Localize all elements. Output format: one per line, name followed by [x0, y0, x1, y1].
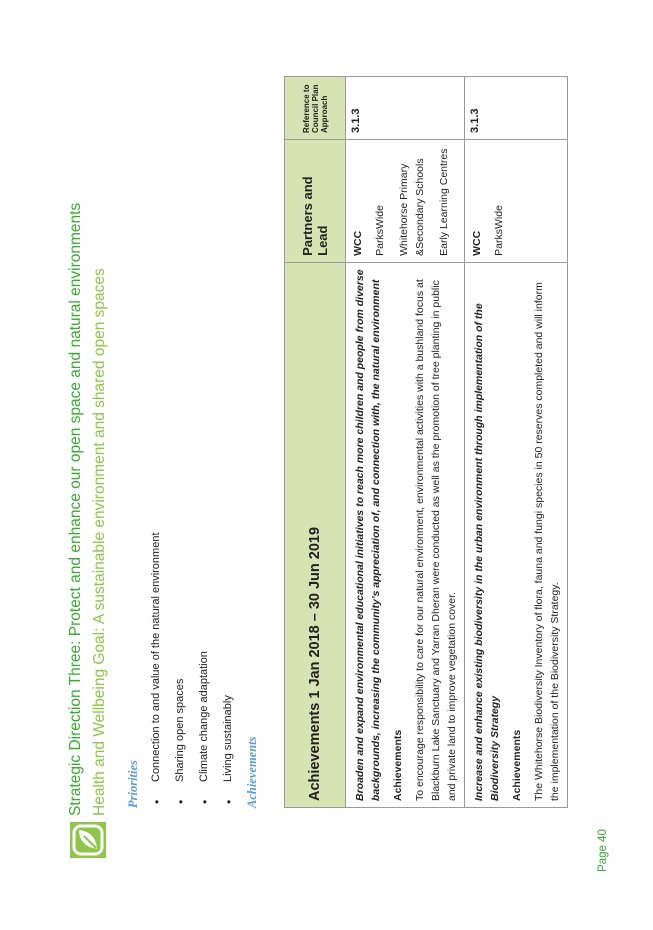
priority-item: • Sharing open spaces — [174, 679, 186, 782]
leaf-icon — [70, 822, 106, 858]
achievements-column-header: Achievements 1 Jan 2018 – 30 Jun 2019 — [285, 262, 346, 807]
reference-column-header: Reference to Council Plan Approach — [285, 77, 346, 140]
partner-item: Whitehorse Primary &Secondary Schools — [398, 158, 426, 256]
page-number: Page 40 — [597, 829, 609, 872]
initiative-text: Increase and enhance existing biodiversity in the urban environment through implementation of the Biodiversity Strategy — [473, 303, 501, 801]
table-header-row — [285, 77, 346, 808]
achievements-label: Achievements — [392, 729, 404, 801]
priority-item: • Living sustainably — [222, 695, 234, 782]
achievement-description: The Whitehorse Biodiversity Inventory of flora, fauna and fungi species in 50 reserves completed and will inform the implementation of the Biodiversity Strategy. — [533, 282, 561, 801]
page-title: Strategic Direction Three: Protect and enhance our open space and natural environments — [67, 202, 84, 816]
achievement-description: To encourage responsibility to care for our natural environment, environmental activities with a bushland focus at Blackburn Lake Sanctuary and Yarran Dheran were conducted as well as the promotion of tree planting in public and private land to improve vegetation cover. — [414, 279, 458, 801]
initiative-text: Broaden and expand environmental educational initiatives to reach more children and people from diverse backgrounds, increasing the community’s appreciation of, and connection with, the natural environment — [354, 269, 382, 801]
achievements-table — [284, 76, 568, 808]
partner-item: ParksWide — [374, 205, 386, 256]
partner-item: ParksWide — [493, 205, 505, 256]
lead-partner: WCC — [471, 230, 483, 256]
priority-item: • Connection to and value of the natural environment — [150, 533, 162, 783]
table-row — [346, 77, 465, 808]
reference-cell: 3.1.3 — [346, 77, 465, 140]
achievements-heading: Achievements — [245, 736, 259, 808]
priorities-heading: Priorities — [126, 760, 140, 808]
reference-cell: 3.1.3 — [465, 77, 568, 140]
partner-item: Early Learning Centres — [438, 148, 450, 256]
priority-item: • Climate change adaptation — [198, 651, 210, 782]
achievements-label: Achievements — [511, 729, 523, 801]
achievement-cell — [346, 262, 465, 807]
lead-partner: WCC — [352, 230, 364, 256]
page-subtitle: Health and Wellbeing Goal: A sustainable environment and shared open spaces — [91, 268, 108, 816]
partners-cell — [346, 139, 465, 262]
partners-cell — [465, 139, 568, 262]
partners-column-header: Partners and Lead — [285, 139, 346, 262]
achievement-cell — [465, 262, 568, 807]
table-row — [465, 77, 568, 808]
